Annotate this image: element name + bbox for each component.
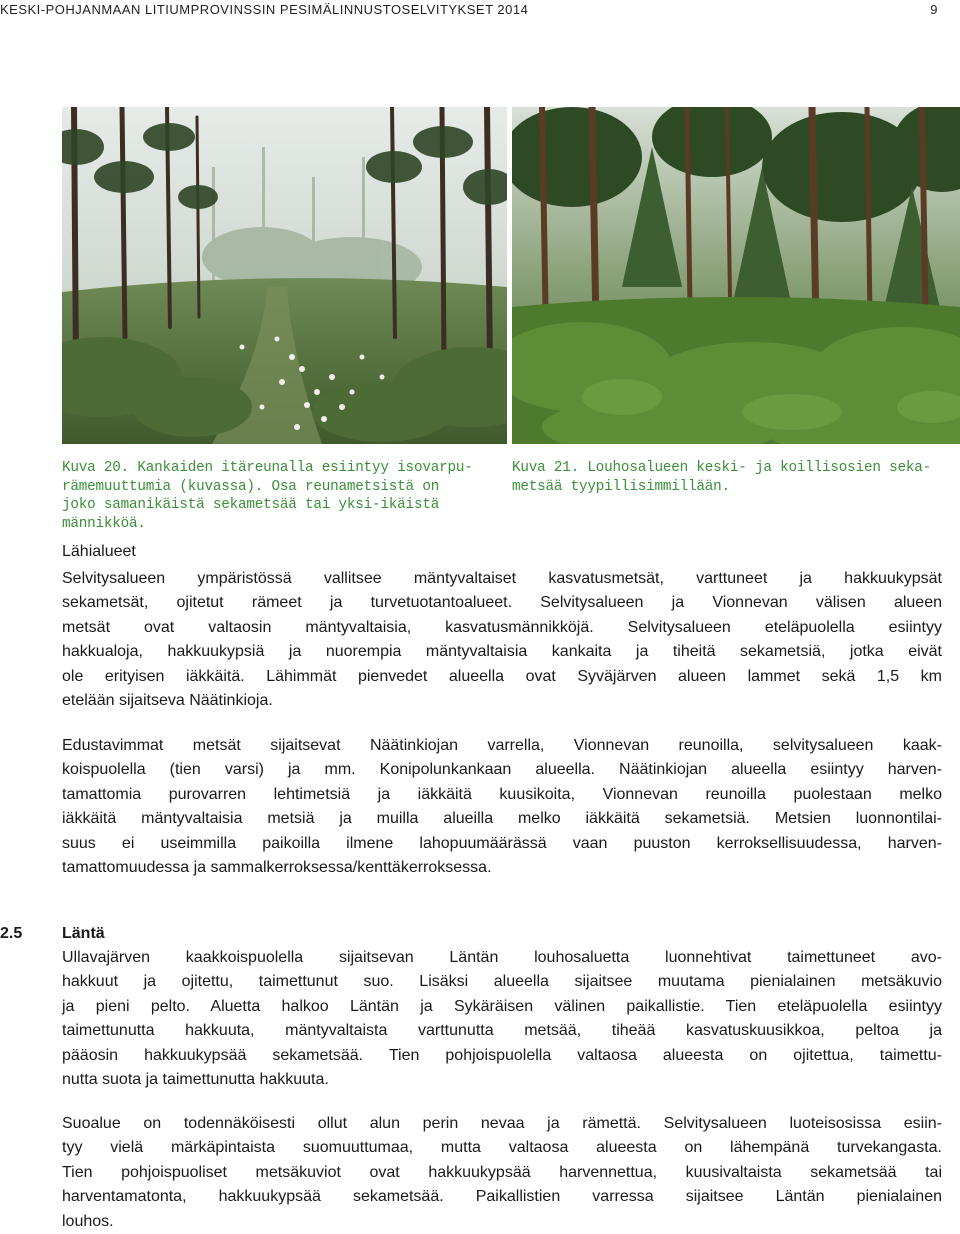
photo-mixed-forest	[512, 107, 960, 444]
paragraph-suoalue	[62, 1112, 942, 1234]
text-line: Selvitysalueen ympäristössä vallitsee mäntyvaltaiset kasvatusmetsät, varttuneet ja hakkuukypsät	[62, 570, 942, 587]
text-line: Ullavajärven kaakkoispuolella sijaitsevan Läntän louhosaluetta luonnehtivat taimettuneet avo-	[62, 949, 942, 966]
text-line: etelään sijaitseva Näätinkioja.	[62, 692, 273, 710]
text-line: ole erityisen iäkkäitä. Lähimmät pienvedet alueella ovat Syväjärven alueen lammet sekä 1,5 km	[62, 667, 942, 685]
paragraph-lahialueet	[62, 567, 942, 713]
text-line: harventamatonta, hakkuukypsää sekametsää. Paikallistien varressa sijaitsee Läntän pienialainen	[62, 1188, 942, 1206]
paragraph-edustavimmat-metsat	[62, 734, 942, 880]
section-title: Läntä	[62, 925, 105, 942]
text-line: louhos.	[62, 1212, 114, 1230]
text-line: tamattomia purovarren lehtimetsiä ja iäkkäitä kuusikoita, Vionnevan reunoilla puolestaan melko	[62, 785, 942, 803]
text-line: Suoalue on todennäköisesti ollut alun perin nevaa ja rämettä. Selvitysalueen luoteisosissa esiin-	[62, 1115, 942, 1132]
text-line: taimettunutta hakkuuta, mäntyvaltaista varttunutta metsää, tiheää kasvatuskuusikkoa, peltoa ja	[62, 1022, 942, 1040]
figure-caption-20	[62, 459, 502, 533]
photo-pine-forest-trail	[62, 107, 507, 444]
caption-line: metsää tyypillisimmillään.	[512, 478, 730, 495]
section-number: 2.5	[0, 925, 23, 942]
text-line: tyy vielä märkäpintaista suomuuttumaa, mutta valtaosa alueesta on lähempänä turvekangasta.	[62, 1139, 942, 1157]
paragraph-lantta	[62, 946, 942, 1092]
caption-line: Kuva 21. Louhosalueen keski- ja koillisosien seka-	[512, 460, 931, 476]
text-line: suus ei useimmilla paikoilla ilmene lahopuumäärässä vaan puuston kerroksellisuudessa, harven-	[62, 834, 942, 852]
figure-caption-21	[512, 459, 942, 496]
text-line: nutta suota ja taimettunutta hakkuuta.	[62, 1071, 329, 1089]
text-line: Edustavimmat metsät sijaitsevat Näätinkiojan varrella, Vionnevan reunoilla, selvitysalueen kaak-	[62, 737, 942, 754]
page-number: 9	[930, 2, 938, 17]
caption-line: Kuva 20. Kankaiden itäreunalla esiintyy isovarpu-	[62, 460, 473, 476]
caption-line: männikköä.	[62, 515, 146, 532]
text-line: iäkkäitä mäntyvaltaisia metsiä ja muilla alueilla melko iäkkäitä sekametsiä. Metsien luonnontilai-	[62, 810, 942, 828]
text-line: ja pieni pelto. Aluetta halkoo Läntän ja Sykäräisen välinen paikallistie. Tien eteläpuolella esiintyy	[62, 997, 942, 1015]
text-line: koispuolella (tien varsi) ja mm. Konipolunkankaan alueella. Näätinkiojan alueella esiintyy harven-	[62, 761, 942, 779]
header-title: KESKI-POHJANMAAN LITIUMPROVINSSIN PESIMÄLINNUSTOSELVITYKSET 2014	[0, 2, 529, 17]
text-line: pääosin hakkuukypsää sekametsää. Tien pohjoispuolella valtaosa alueesta on ojitettua, taimettu-	[62, 1046, 942, 1064]
text-line: sekametsät, ojitetut rämeet ja turvetuotantoalueet. Selvitysalueen ja Vionnevan välisen alueen	[62, 594, 942, 612]
text-line: tamattomuudessa ja sammalkerroksessa/kenttäkerroksessa.	[62, 859, 492, 877]
text-line: hakkuut ja ojitettu, taimettunut suo. Lisäksi alueella sijaitsee muutama pienialainen metsäkuvio	[62, 973, 942, 991]
caption-line: joko samanikäistä sekametsää tai yksi-ikäistä	[62, 497, 440, 513]
text-line: metsät ovat valtaosin mäntyvaltaisia, kasvatusmännikköjä. Selvitysalueen eteläpuolella esiintyy	[62, 618, 942, 636]
text-line: Tien pohjoispuoliset metsäkuviot ovat hakkuukypsää harvennettua, kuusivaltaista sekametsää tai	[62, 1163, 942, 1181]
subheading-lahialueet: Lähialueet	[62, 543, 136, 560]
text-line: hakkualoja, hakkuukypsiä ja nuorempia mäntyvaltaisia kankaita ja tiheitä sekametsiä, jotka eivät	[62, 643, 942, 661]
running-header	[0, 0, 960, 22]
caption-line: rämemuuttumia (kuvassa). Osa reunametsistä on	[62, 478, 440, 495]
